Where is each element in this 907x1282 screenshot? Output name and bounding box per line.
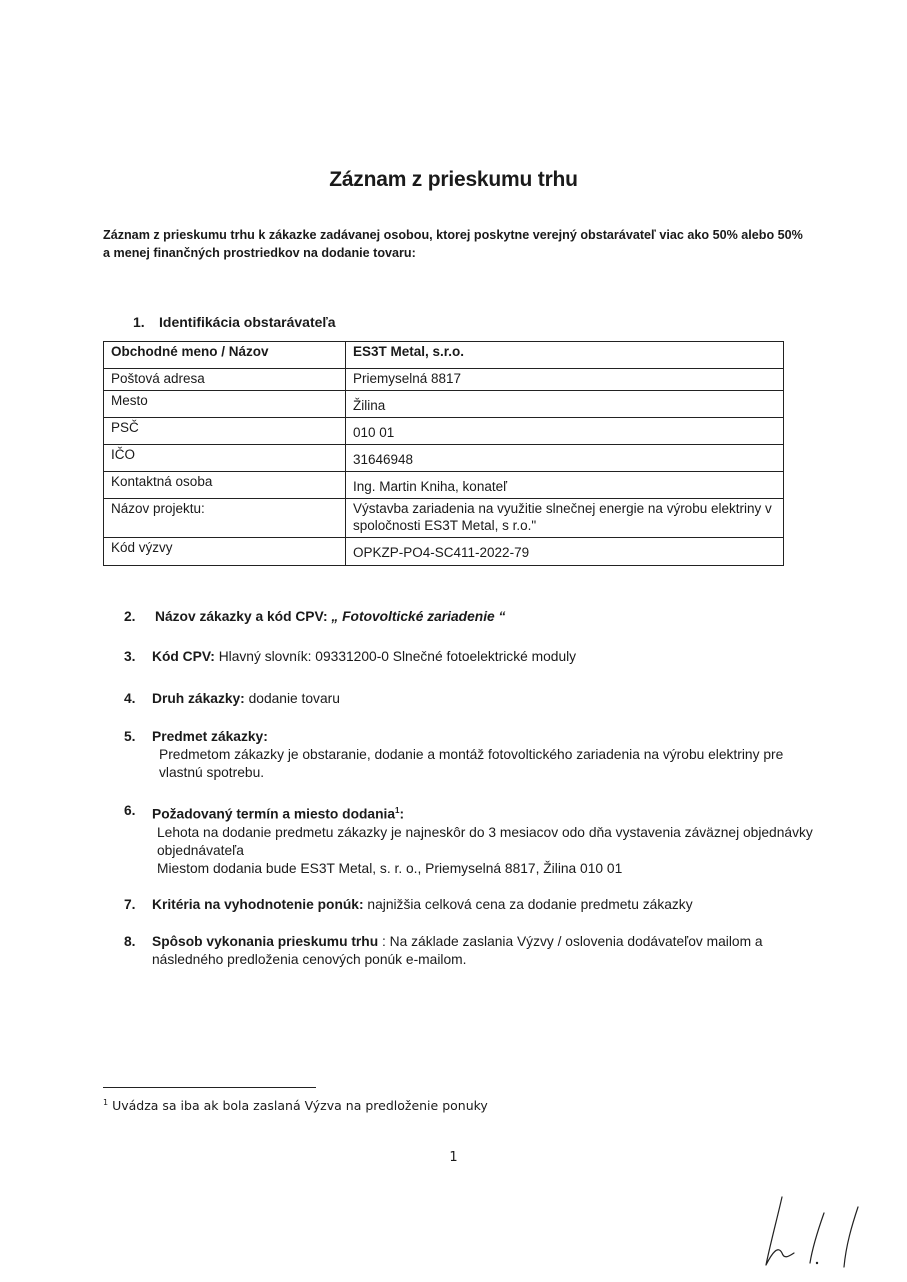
table-label: Kontaktná osoba: [104, 472, 346, 499]
item-value: dodanie tovaru: [244, 691, 340, 706]
section-1-heading: [133, 314, 336, 330]
table-value: Ing. Martin Kniha, konateľ: [346, 472, 784, 499]
item-value: Hlavný slovník: 09331200-0 Slnečné fotoelektrické moduly: [214, 649, 577, 664]
table-label: Kód výzvy: [104, 538, 346, 566]
table-value: Výstavba zariadenia na využitie slnečnej energie na výrobu elektriny v spoločnosti ES3T Metal, s r.o.": [346, 499, 784, 538]
table-value: OPKZP-PO4-SC411-2022-79: [346, 538, 784, 566]
table-row: [104, 342, 784, 369]
item-label: Kritéria na vyhodnotenie ponúk:: [152, 897, 364, 912]
signature-image: [760, 1195, 870, 1275]
footnote-mark: 1: [103, 1098, 109, 1107]
table-row: [104, 391, 784, 418]
item-label-colon: :: [399, 806, 405, 822]
page-title: Záznam z prieskumu trhu: [329, 168, 578, 191]
item-label: Názov zákazky a kód CPV:: [155, 609, 328, 624]
table-label: Obchodné meno / Názov: [104, 342, 346, 369]
item-number: 2.: [124, 609, 136, 624]
section-1-title: Identifikácia obstarávateľa: [159, 314, 336, 330]
table-value: Žilina: [346, 391, 784, 418]
table-label: Poštová adresa: [104, 369, 346, 391]
item-number: 4.: [124, 691, 136, 706]
table-row: [104, 538, 784, 566]
table-label: Mesto: [104, 391, 346, 418]
table-value: 31646948: [346, 445, 784, 472]
table-label: Názov projektu:: [104, 499, 346, 538]
item-value: Lehota na dodanie predmetu zákazky je najneskôr do 3 mesiacov odo dňa vystavenia záväznej objednávky objednávateľa: [157, 824, 813, 858]
table-value: ES3T Metal, s.r.o.: [346, 342, 784, 369]
item-label: Spôsob vykonania prieskumu trhu: [152, 934, 379, 949]
item-value: Miestom dodania bude ES3T Metal, s. r. o., Priemyselná 8817, Žilina 010 01: [157, 860, 623, 876]
footnote: [103, 1098, 488, 1113]
item-label: Kód CPV:: [152, 649, 215, 664]
footnote-divider: [103, 1087, 316, 1088]
table-label: IČO: [104, 445, 346, 472]
table-row: [104, 418, 784, 445]
item-value: najnižšia celková cena za dodanie predmetu zákazky: [363, 897, 693, 912]
item-label: Predmet zákazky:: [152, 729, 268, 744]
page-number: 1: [449, 1150, 458, 1165]
identification-table: [103, 341, 784, 566]
item-number: 5.: [124, 729, 136, 744]
table-row: [104, 499, 784, 538]
section-1-number: 1.: [133, 314, 145, 330]
table-value: 010 01: [346, 418, 784, 445]
item-label: Druh zákazky:: [152, 691, 245, 706]
item-number: 3.: [124, 649, 136, 664]
table-row: [104, 445, 784, 472]
item-value: „ Fotovoltické zariadenie “: [331, 609, 506, 624]
item-label: Požadovaný termín a miesto dodania: [152, 806, 396, 822]
footnote-ref: 1: [395, 806, 400, 815]
footnote-text: Uvádza sa iba ak bola zaslaná Výzva na predloženie ponuky: [108, 1098, 488, 1114]
table-label: PSČ: [104, 418, 346, 445]
item-value: Predmetom zákazky je obstaranie, dodanie a montáž fotovoltického zariadenia na výrobu elektriny pre vlastnú spotrebu.: [159, 747, 784, 780]
item-number: 6.: [124, 803, 136, 818]
item-number: 8.: [124, 934, 136, 949]
table-row: [104, 472, 784, 499]
item-value: : Na základe zaslania Výzvy / oslovenia dodávateľov mailom a následného predloženia cenových ponúk e-mailom.: [152, 934, 763, 967]
item-number: 7.: [124, 897, 136, 912]
table-row: [104, 369, 784, 391]
intro-paragraph: Záznam z prieskumu trhu k zákazke zadávanej osobou, ktorej poskytne verejný obstarávateľ viac ako 50% alebo 50% a menej finančných prostriedkov na dodanie tovaru:: [103, 228, 803, 260]
table-value: Priemyselná 8817: [346, 369, 784, 391]
